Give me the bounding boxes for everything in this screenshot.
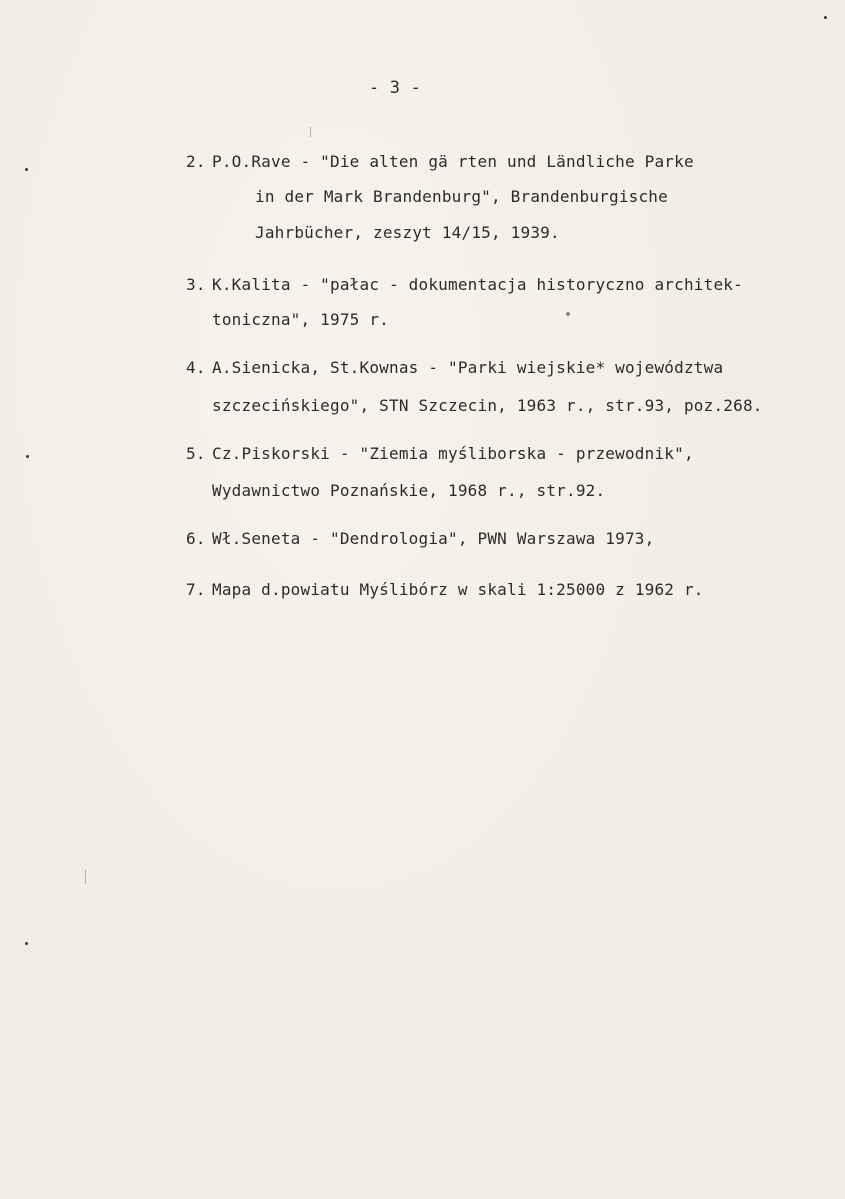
reference-line: in der Mark Brandenburg", Brandenburgische [255, 187, 668, 206]
reference-line: K.Kalita - "pałac - dokumentacja historyczno architek- [212, 275, 743, 294]
paper-speck [824, 16, 827, 19]
reference-number: 7. [186, 580, 206, 599]
reference-number: 6. [186, 529, 206, 548]
reference-line: szczecińskiego", STN Szczecin, 1963 r., str.93, poz.268. [212, 396, 763, 415]
reference-line: Mapa d.powiatu Myślibórz w skali 1:25000 z 1962 r. [212, 580, 704, 599]
paper-speck [566, 312, 570, 316]
reference-number: 2. [186, 152, 206, 171]
reference-line: toniczna", 1975 r. [212, 310, 389, 329]
reference-number: 4. [186, 358, 206, 377]
paper-speck [25, 942, 28, 945]
paper-mark [310, 127, 311, 137]
page-number: - 3 - [368, 78, 422, 98]
reference-line: Wł.Seneta - "Dendrologia", PWN Warszawa 1973, [212, 529, 655, 548]
paper-mark [85, 870, 86, 884]
reference-line: Jahrbücher, zeszyt 14/15, 1939. [255, 223, 560, 242]
reference-line: A.Sienicka, St.Kownas - "Parki wiejskie* województwa [212, 358, 724, 377]
paper-speck [25, 168, 28, 171]
reference-line: Cz.Piskorski - "Ziemia myśliborska - przewodnik", [212, 444, 694, 463]
reference-line: Wydawnictwo Poznańskie, 1968 r., str.92. [212, 481, 606, 500]
paper-speck [26, 455, 29, 458]
reference-number: 5. [186, 444, 206, 463]
reference-number: 3. [186, 275, 206, 294]
reference-line: P.O.Rave - "Die alten gä rten und Ländliche Parke [212, 152, 694, 171]
